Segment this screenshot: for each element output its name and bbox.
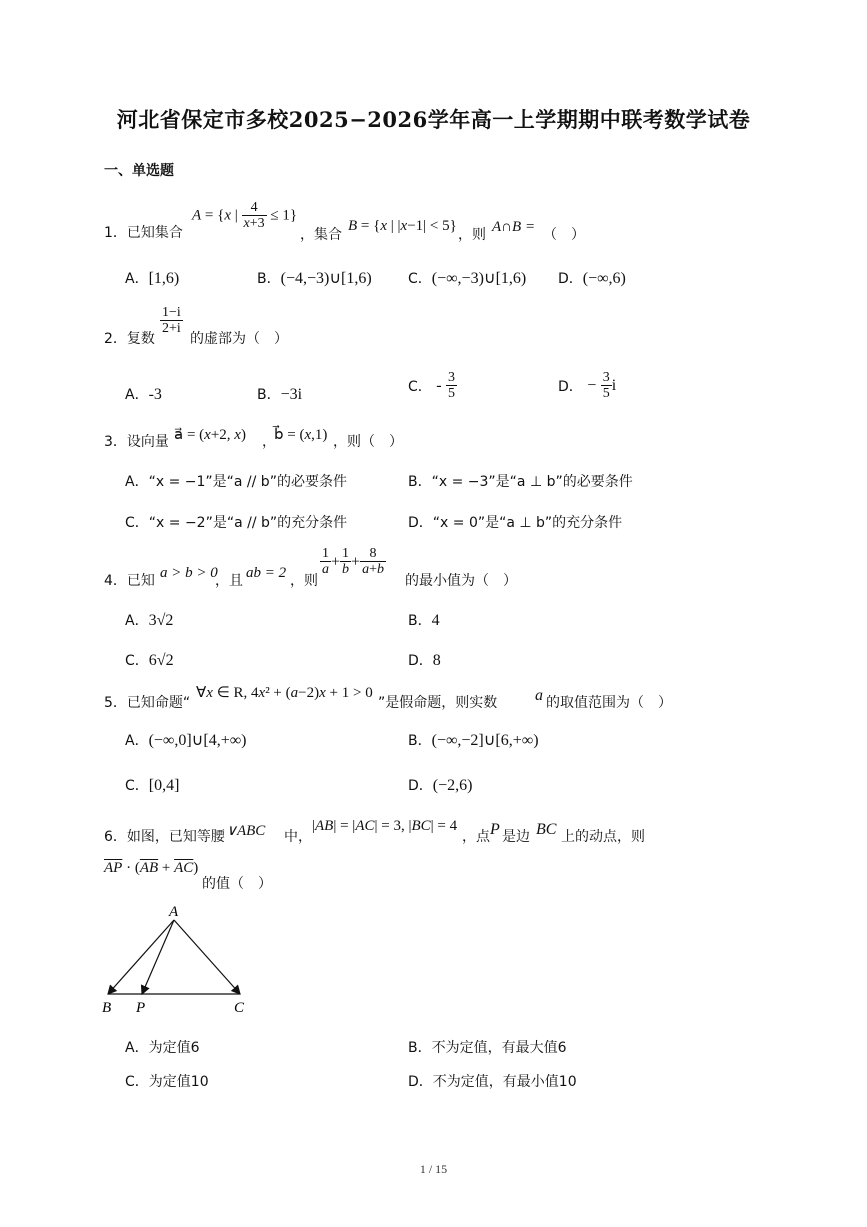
q6-option-c[interactable]: C．为定值10 xyxy=(125,1074,209,1090)
question-5-stem: 5．已知命题“ xyxy=(104,695,191,711)
q1-set-b: B = {x | |x−1| < 5} xyxy=(348,218,457,234)
q6-condition: |AB| = |AC| = 3, |BC| = 4 xyxy=(312,818,458,834)
vector-ac xyxy=(174,920,240,994)
q5-text-tail: ”是假命题，则实数 xyxy=(378,695,498,711)
q1-option-c[interactable]: C．(−∞,−3)∪[1,6) xyxy=(408,270,527,287)
q3-option-d[interactable]: D．“x = 0”是“a ⊥ b”的充分条件 xyxy=(408,515,623,531)
q4-option-a[interactable]: A．3√2 xyxy=(125,612,174,629)
q4-option-b[interactable]: B．4 xyxy=(408,612,440,629)
q4-option-d[interactable]: D．8 xyxy=(408,652,441,669)
q2-text-tail: 的虚部为（ ） xyxy=(190,331,288,347)
label-p: P xyxy=(136,1000,146,1016)
q4-text-tail: 的最小值为（ ） xyxy=(405,573,517,589)
vector-ab xyxy=(108,920,174,994)
q4-text-mid: ，且 xyxy=(215,573,243,589)
q2-option-a[interactable]: A．-3 xyxy=(125,386,162,403)
q2-option-d[interactable]: D． − $\frac{3}{5}$ i xyxy=(558,370,617,402)
q2-option-c[interactable]: C． - $\frac{3}{5}$ xyxy=(408,370,456,402)
q4-text-mid2: ，则 xyxy=(290,573,318,589)
question-6-stem: 6．如图，已知等腰 xyxy=(104,829,225,845)
q3-option-c[interactable]: C．“x = −2”是“a // b”的充分条件 xyxy=(125,515,348,531)
section-heading: 一、单选题 xyxy=(104,163,174,179)
q6-text-mid4: 上的动点，则 xyxy=(561,829,645,845)
q1-set-a: A = {x | $\frac{4}{x+3}$ ≤ 1} xyxy=(192,200,298,232)
q3-option-b[interactable]: B．“x = −3”是“a ⊥ b”的必要条件 xyxy=(408,474,633,490)
q3-separator: ， xyxy=(262,434,276,450)
q5-text-tail2: 的取值范围为（ ） xyxy=(546,695,672,711)
q3-text-tail: ，则（ ） xyxy=(333,434,403,450)
q4-option-c[interactable]: C．6√2 xyxy=(125,652,174,669)
q3-vector-b: b⃗ = (x,1) xyxy=(274,427,328,443)
q6-text-mid2: ，点 xyxy=(462,829,490,845)
q4-expression: $\frac{1}{a}$ + $\frac{1}{b}$ + $\frac{8}{a+b}$ xyxy=(322,546,384,578)
q4-condition-1: a > b > 0 xyxy=(160,565,218,581)
q5-option-c[interactable]: C．[0,4] xyxy=(125,777,180,794)
q6-triangle: ∨ABC xyxy=(226,823,266,839)
q5-option-a[interactable]: A．(−∞,0]∪[4,+∞) xyxy=(125,732,247,749)
q6-option-a[interactable]: A．为定值6 xyxy=(125,1040,200,1056)
q6-option-b[interactable]: B．不为定值，有最大值6 xyxy=(408,1040,567,1056)
q1-option-a[interactable]: A．[1,6) xyxy=(125,270,180,287)
q5-variable: a xyxy=(535,687,543,704)
question-2-stem: 2．复数 xyxy=(104,331,155,347)
label-b: B xyxy=(102,1000,112,1016)
q2-option-b[interactable]: B．−3i xyxy=(257,386,303,403)
question-1-stem: 1．已知集合 xyxy=(104,225,183,241)
q6-option-d[interactable]: D．不为定值，有最小值10 xyxy=(408,1074,577,1090)
q1-paren: （ ） xyxy=(543,227,585,243)
q1-expression: A∩B = xyxy=(492,219,536,235)
q1-option-b[interactable]: B．(−4,−3)∪[1,6) xyxy=(257,270,372,287)
q1-option-d[interactable]: D．(−∞,6) xyxy=(558,270,626,287)
q6-side-bc: BC xyxy=(536,821,557,838)
q1-text-mid: ，集合 xyxy=(300,227,342,243)
q4-condition-2: ab = 2 xyxy=(246,565,287,581)
q3-vector-a: a⃗ = (x+2, x) xyxy=(174,427,246,443)
q6-text-mid3: 是边 xyxy=(502,829,530,845)
q6-expression: $\overline{AP} \cdot (\overline{AB} + \overline{AC})$ xyxy=(104,860,199,876)
question-4-stem: 4．已知 xyxy=(104,573,155,589)
q6-point-p: P xyxy=(490,821,500,838)
q2-fraction: $\frac{1-i}{2+i}$ xyxy=(162,305,181,337)
q3-option-a[interactable]: A．“x = −1”是“a // b”的必要条件 xyxy=(125,474,347,490)
page-title: 河北省保定市多校2025−2026学年高一上学期期中联考数学试卷 xyxy=(116,107,751,132)
q1-text-tail: ，则 xyxy=(458,227,486,243)
q5-option-d[interactable]: D．(−2,6) xyxy=(408,777,473,794)
q5-option-b[interactable]: B．(−∞,−2]∪[6,+∞) xyxy=(408,732,539,749)
vector-ap xyxy=(142,920,174,994)
label-c: C xyxy=(234,1000,245,1016)
question-3-stem: 3．设向量 xyxy=(104,434,169,450)
q6-text-tail: 的值（ ） xyxy=(202,876,272,892)
triangle-figure xyxy=(96,900,266,1020)
q5-proposition: ∀x ∈ R, 4x² + (a−2)x + 1 > 0 xyxy=(196,685,373,701)
page-number: 1 / 15 xyxy=(419,1162,448,1176)
label-a: A xyxy=(169,904,179,920)
q6-text-mid: 中， xyxy=(284,829,312,845)
